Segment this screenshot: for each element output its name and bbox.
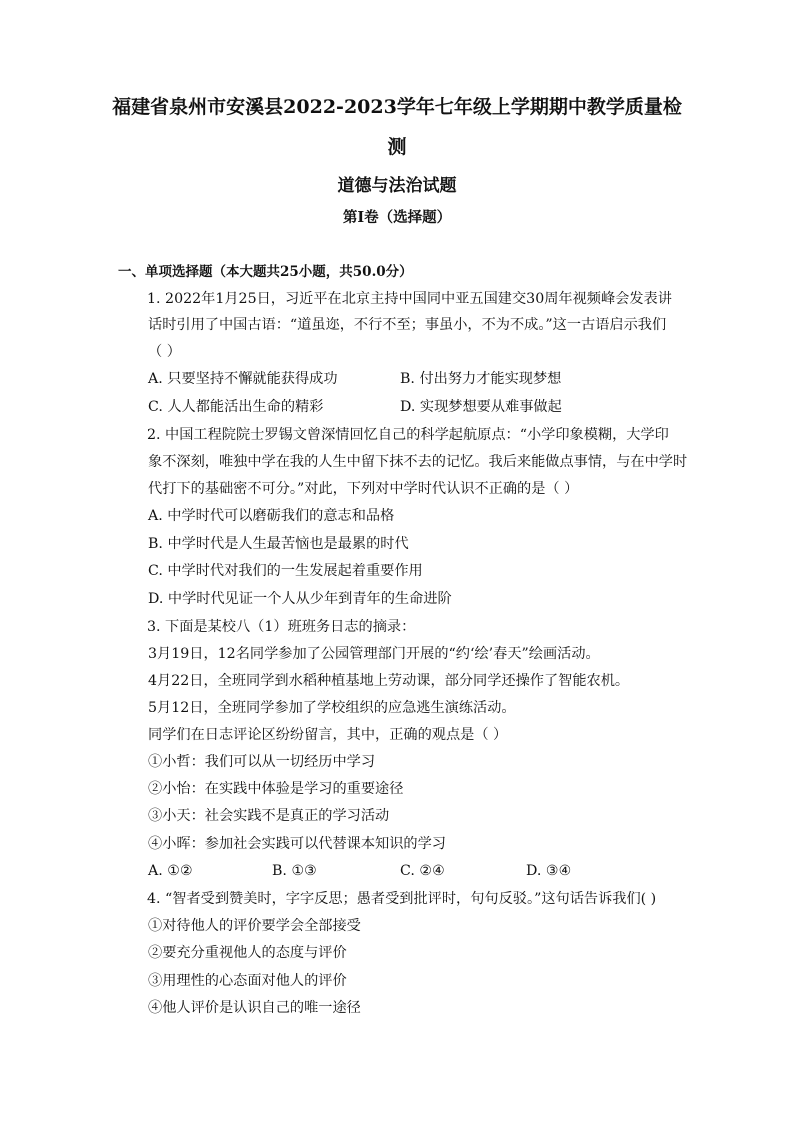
q2-stem-line1: 2. 中国工程院院士罗锡文曾深情回忆自己的科学起航原点：“小学印象模糊，大学印	[147, 427, 669, 443]
q1-option-a: A. 只要坚持不懈就能获得成功	[148, 371, 338, 387]
q3-statement-1: ①小哲：我们可以从一切经历中学习	[148, 754, 376, 770]
q4-statement-1: ①对待他人的评价要学会全部接受	[148, 918, 361, 934]
q3-option-b: B. ①③	[272, 863, 317, 879]
q2-option-c: C. 中学时代对我们的一生发展起着重要作用	[148, 563, 423, 579]
q1-stem-line2: 话时引用了中国古语：“道虽迩，不行不至；事虽小，不为不成。”这一古语启示我们	[148, 317, 667, 333]
q1-option-d: D. 实现梦想要从难事做起	[400, 399, 562, 415]
q2-stem-line3: 代打下的基础密不可分。”对此，下列对中学时代认识不正确的是（ ）	[148, 481, 579, 497]
q2-stem-line2: 象不深刻，唯独中学在我的人生中留下抹不去的记忆。我后来能做点事情，与在中学时	[148, 454, 688, 470]
q3-option-c: C. ②④	[400, 863, 445, 879]
q3-log-entry-1: 3月19日，12名同学参加了公园管理部门开展的“约‘绘’春天”绘画活动。	[148, 646, 600, 662]
q4-statement-3: ③用理性的心态面对他人的评价	[148, 973, 347, 989]
q1-stem-line1: 1. 2022年1月25日，习近平在北京主持中国同中亚五国建交30周年视频峰会发表讲	[147, 291, 672, 307]
q4-statement-2: ②要充分重视他人的态度与评价	[148, 945, 347, 961]
exam-title-line1: 福建省泉州市安溪县2022-2023学年七年级上学期期中教学质量检	[112, 96, 682, 118]
q4-statement-4: ④他人评价是认识自己的唯一途径	[148, 1000, 361, 1016]
q3-statement-4: ④小晖：参加社会实践可以代替课本知识的学习	[148, 836, 446, 852]
q3-option-a: A. ①②	[148, 863, 193, 879]
q2-option-d: D. 中学时代见证一个人从少年到青年的生命进阶	[148, 591, 452, 607]
q1-option-b: B. 付出努力才能实现梦想	[400, 371, 562, 387]
section-heading: 一、单项选择题（本大题共25小题，共50.0分）	[118, 264, 413, 280]
volume-title: 第I卷（选择题）	[342, 209, 452, 226]
q1-stem-line3: （ ）	[148, 344, 181, 360]
q2-option-a: A. 中学时代可以磨砺我们的意志和品格	[148, 508, 395, 524]
q3-log-entry-2: 4月22日，全班同学到水稻种植基地上劳动课，部分同学还操作了智能农机。	[148, 673, 630, 689]
q2-option-b: B. 中学时代是人生最苦恼也是最累的时代	[148, 536, 409, 552]
q3-log-entry-3: 5月12日，全班同学参加了学校组织的应急逃生演练活动。	[148, 700, 516, 716]
subject-title: 道德与法治试题	[337, 176, 457, 196]
q1-option-c: C. 人人都能活出生命的精彩	[148, 399, 324, 415]
q4-stem-line1: 4. “智者受到赞美时，字字反思；愚者受到批评时，句句反驳。”这句话告诉我们( )	[147, 891, 657, 907]
exam-title-line2: 测	[387, 136, 407, 158]
q3-stem-line1: 3. 下面是某校八（1）班班务日志的摘录：	[147, 619, 416, 635]
q3-statement-3: ③小天：社会实践不是真正的学习活动	[148, 808, 390, 824]
q3-statement-2: ②小怡：在实践中体验是学习的重要途径	[148, 781, 404, 797]
q3-option-d: D. ③④	[526, 863, 572, 879]
q3-stem-question: 同学们在日志评论区纷纷留言，其中，正确的观点是（ ）	[148, 727, 508, 743]
